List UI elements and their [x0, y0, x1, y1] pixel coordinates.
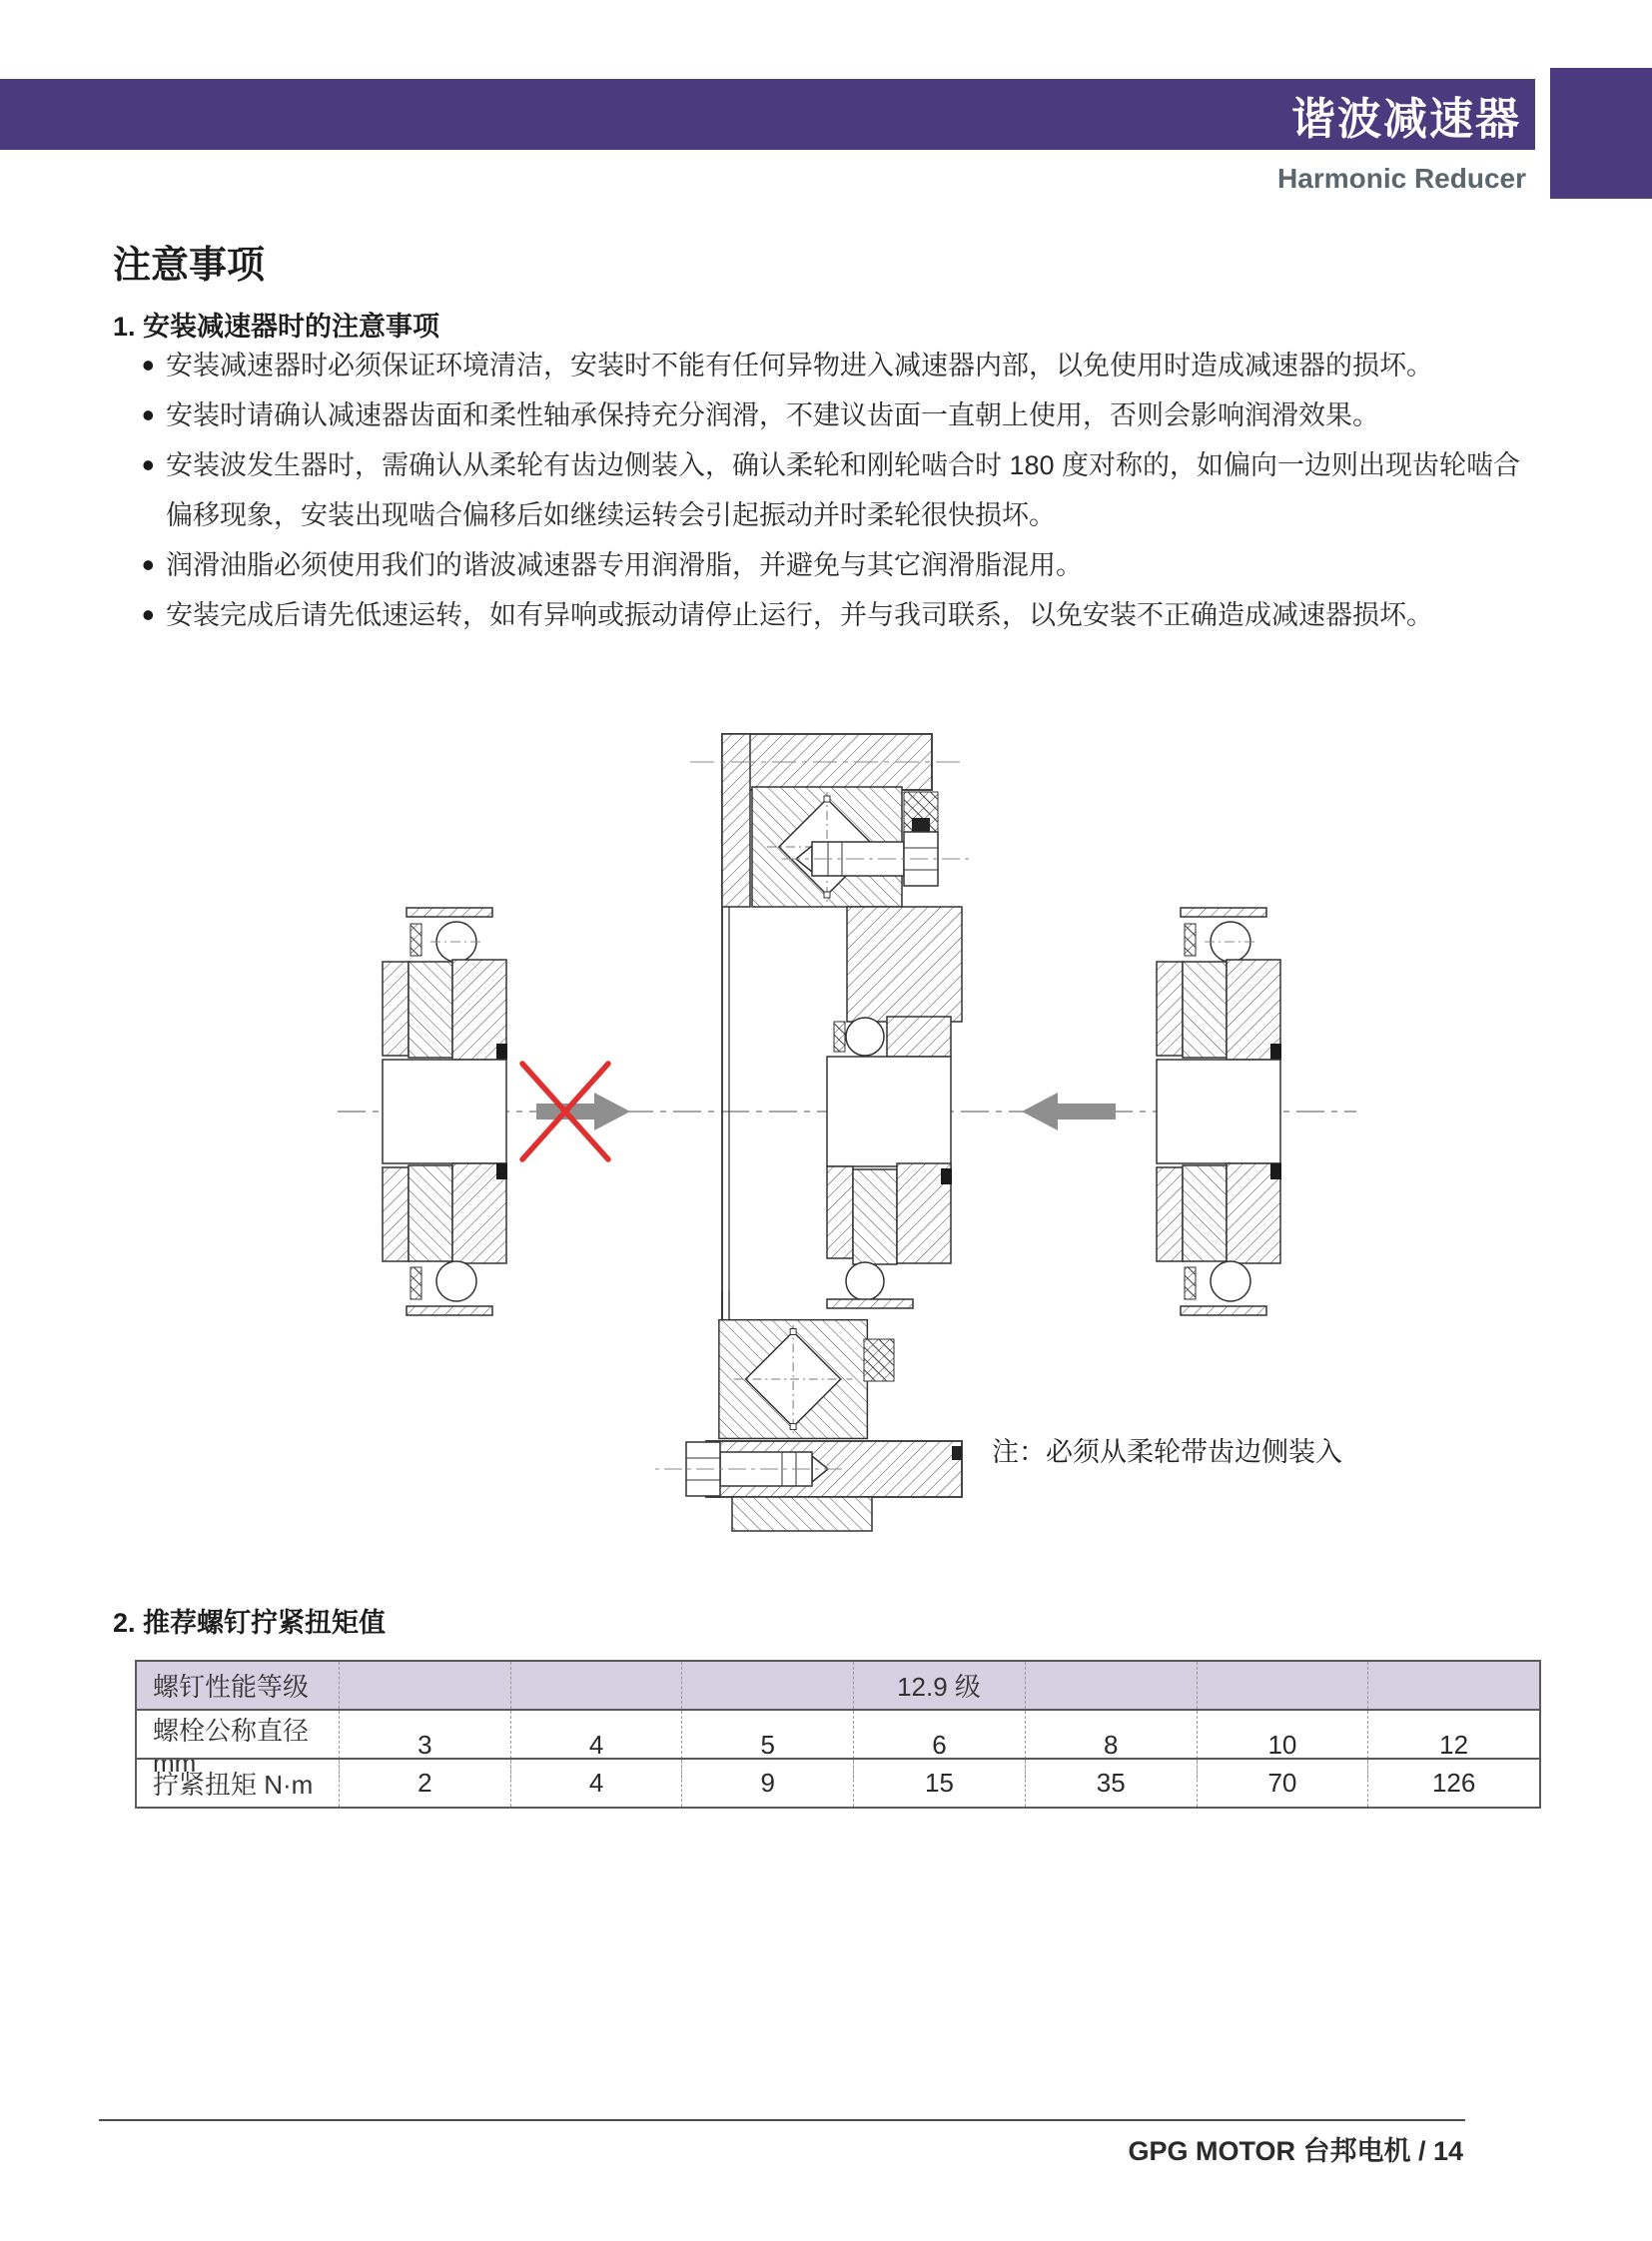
table-cell: 9 [681, 1760, 853, 1807]
table-label: 螺钉性能等级 [153, 1672, 310, 1702]
table-row-tightening-torque [137, 1758, 1539, 1807]
table-cell: 8 [1025, 1711, 1197, 1779]
table-cell: 70 [1197, 1760, 1368, 1807]
header-bar [0, 79, 1535, 150]
left-wave-generator [383, 908, 507, 1315]
table-cell: 2 [339, 1760, 510, 1807]
table-cell: 4 [510, 1711, 682, 1779]
table-row-performance-grade [137, 1662, 1539, 1709]
table-cell: 3 [339, 1711, 510, 1779]
notice-item: • 安装减速器时必须保证环境清洁，安装时不能有任何异物进入减速器内部，以免使用时造成减速器的损坏。 [142, 341, 1544, 390]
section-1-title: 1. 安装减速器时的注意事项 [113, 312, 440, 342]
page-title-cn: 谐波减速器 [1291, 94, 1521, 144]
notice-item: • 安装时请确认减速器齿面和柔性轴承保持充分润滑，不建议齿面一直朝上使用，否则会影响润滑效果。 [142, 390, 1544, 440]
table-cell: 35 [1025, 1760, 1197, 1807]
table-cell: 15 [853, 1760, 1025, 1807]
page-title-en: Harmonic Reducer [1277, 163, 1526, 194]
torque-table [135, 1660, 1541, 1809]
notice-item: • 润滑油脂必须使用我们的谐波减速器专用润滑脂，并避免与其它润滑脂混用。 [142, 540, 1544, 590]
notices-title: 注意事项 [113, 245, 266, 287]
right-wave-generator [1157, 908, 1281, 1315]
table-label: 拧紧扭矩 N·m [153, 1770, 314, 1800]
table-cell: 5 [681, 1711, 853, 1779]
table-row-bolt-diameter [137, 1709, 1539, 1778]
notice-item: • 安装波发生器时，需确认从柔轮有齿边侧装入，确认柔轮和刚轮啮合时 180 度对称的，如偏向一边则出现齿轮啮合偏移现象，安装出现啮合偏移后如继续运转会引起振动并时柔轮很快损坏。 [142, 440, 1544, 540]
table-cell: 10 [1197, 1711, 1368, 1779]
diagram-note: 注：必须从柔轮带齿边侧装入 [992, 1437, 1342, 1467]
table-cell: 6 [853, 1711, 1025, 1779]
table-merged-value: 12.9 级 [897, 1672, 981, 1702]
table-cell: 126 [1367, 1760, 1539, 1807]
section-2-title: 2. 推荐螺钉拧紧扭矩值 [113, 1608, 387, 1638]
footer-divider [99, 2119, 1465, 2121]
installation-diagram [113, 692, 1541, 1571]
header-corner-tab [1550, 68, 1652, 199]
center-reducer-assembly [652, 734, 972, 1531]
table-cell: 4 [510, 1760, 682, 1807]
table-label: 螺栓公称直径 mm [153, 1716, 310, 1778]
notice-bullet-list [142, 341, 1544, 640]
footer-page-label: GPG MOTOR 台邦电机 / 14 [1128, 2136, 1463, 2166]
allowed-arrow [1022, 1093, 1116, 1130]
notice-item: • 安装完成后请先低速运转，如有异响或振动请停止运行，并与我司联系，以免安装不正确造成减速器损坏。 [142, 590, 1544, 640]
table-cell: 12 [1367, 1711, 1539, 1779]
